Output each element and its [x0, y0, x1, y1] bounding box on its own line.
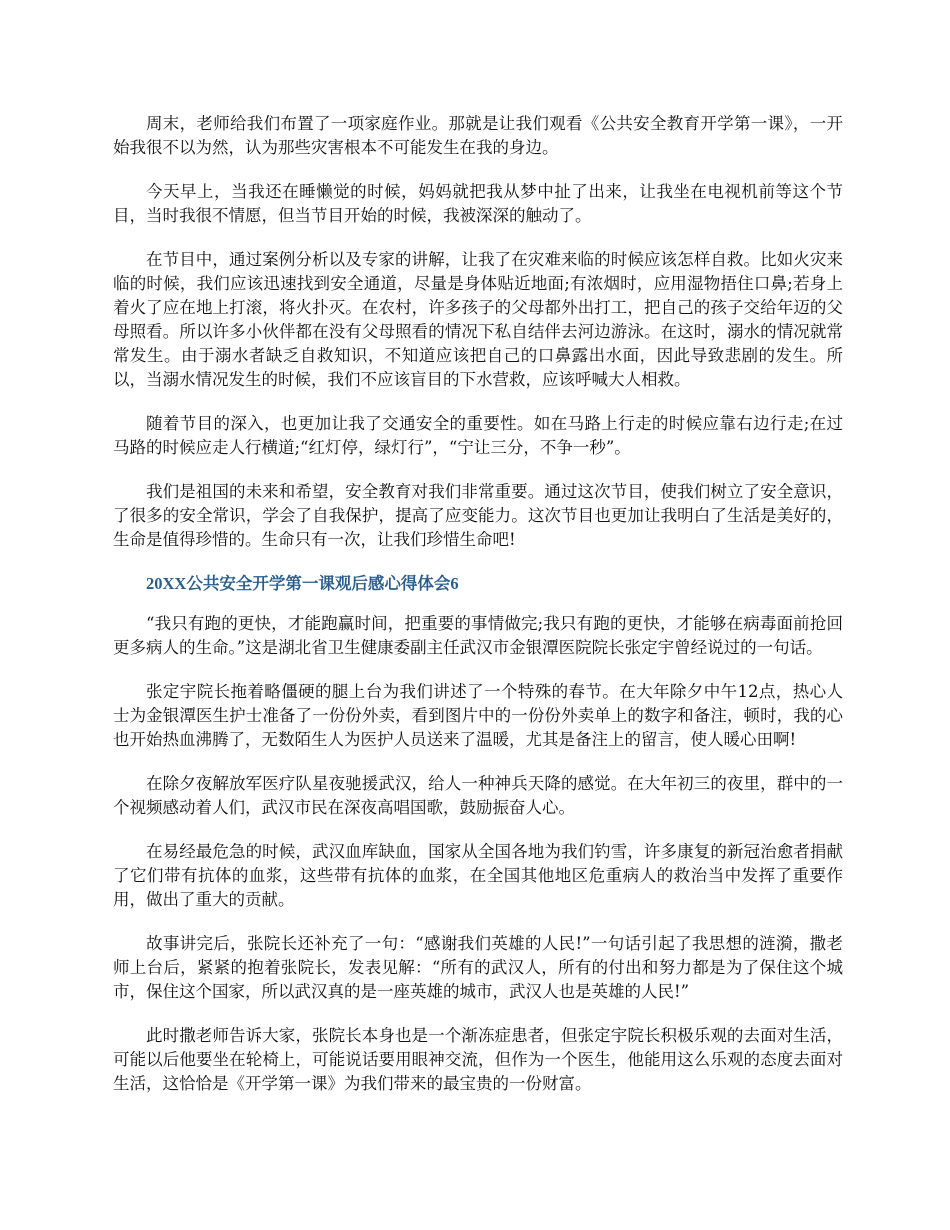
section-heading: 20XX公共安全开学第一课观后感心得体会6 [146, 574, 459, 593]
paragraph-self-rescue: 在节目中，通过案例分析以及专家的讲解，让我了在灾难来临的时候应该怎样自救。比如火灾来临的时候，我们应该迅速找到安全通道，尽量是身体贴近地面;有浓烟时，应用湿物捂住口鼻;若身上着火了应在地上打滚，将火扑灭。在农村，许多孩子的父母都外出打工，把自己的孩子交给年迈的父母照看。所以许多小伙伴都在没有父母照看的情况下私自结伴去河边游泳。在这时，溺水的情况就常常发生。由于溺水者缺乏自救知识，不知道应该把自己的口鼻露出水面，因此导致悲剧的发生。所以，当溺水情况发生的时候，我们不应该盲目的下水营救，应该呼喊大人相救。 [113, 250, 843, 389]
paragraph-homework: 周末，老师给我们布置了一项家庭作业。那就是让我们观看《公共安全教育开学第一课》，一开始我很不以为然，认为那些灾害根本不可能发生在我的身边。 [113, 114, 843, 157]
paragraph-conclusion: 我们是祖国的未来和希望，安全教育对我们非常重要。通过这次节目，使我们树立了安全意识，了很多的安全常识，学会了自我保护，提高了应变能力。这次节目也更加让我明白了生活是美好的，生命是值得珍惜的。生命只有一次，让我们珍惜生命吧! [113, 482, 843, 549]
paragraph-traffic-safety: 随着节目的深入，也更加让我了交通安全的重要性。如在马路上行走的时候应靠右边行走;在过马路的时候应走人行横道;“红灯停，绿灯行”，“宁让三分，不争一秒”。 [113, 414, 843, 457]
paragraph-optimism: 此时撒老师告诉大家，张院长本身也是一个渐冻症患者，但张定宇院长积极乐观的去面对生活，可能以后他要坐在轮椅上，可能说话要用眼神交流，但作为一个医生，他能用这么乐观的态度去面对生活，这恰恰是《开学第一课》为我们带来的最宝贵的一份财富。 [113, 1026, 843, 1093]
paragraph-plasma: 在易经最危急的时候，武汉血库缺血，国家从全国各地为我们钓雪，许多康复的新冠治愈者捐献了它们带有抗体的血浆，这些带有抗体的血浆，在全国其他地区危重病人的救治当中发挥了重要作用，做出了重大的贡献。 [113, 842, 843, 909]
paragraph-morning: 今天早上，当我还在睡懒觉的时候，妈妈就把我从梦中扯了出来，让我坐在电视机前等这个节目，当时我很不情愿，但当节目开始的时候，我被深深的触动了。 [113, 182, 843, 225]
paragraph-spring-festival: 张定宇院长拖着略僵硬的腿上台为我们讲述了一个特殊的春节。在大年除夕中午12点，热心人士为金银潭医生护士准备了一份份外卖，看到图片中的一份份外卖单上的数字和备注，顿时，我的心也开始热血沸腾了，无数陌生人为医护人员送来了温暖，尤其是备注上的留言，使人暖心田啊! [113, 682, 843, 749]
paragraph-heroes: 故事讲完后，张院长还补充了一句：“感谢我们英雄的人民!”一句话引起了我思想的涟漪，撒老师上台后，紧紧的抱着张院长，发表见解：“所有的武汉人，所有的付出和努力都是为了保住这个城市，保住这个国家，所以武汉真的是一座英雄的城市，武汉人也是英雄的人民!” [113, 934, 843, 1001]
document-body [113, 112, 843, 1116]
paragraph-quote: “我只有跑的更快，才能跑赢时间，把重要的事情做完;我只有跑的更快，才能够在病毒面前抢回更多病人的生命。”这是湖北省卫生健康委副主任武汉市金银潭医院院长张定宇曾经说过的一句话。 [113, 614, 843, 657]
paragraph-army-medical: 在除夕夜解放军医疗队星夜驰援武汉，给人一种神兵天降的感觉。在大年初三的夜里，群中的一个视频感动着人们，武汉市民在深夜高唱国歌，鼓励振奋人心。 [113, 774, 843, 817]
